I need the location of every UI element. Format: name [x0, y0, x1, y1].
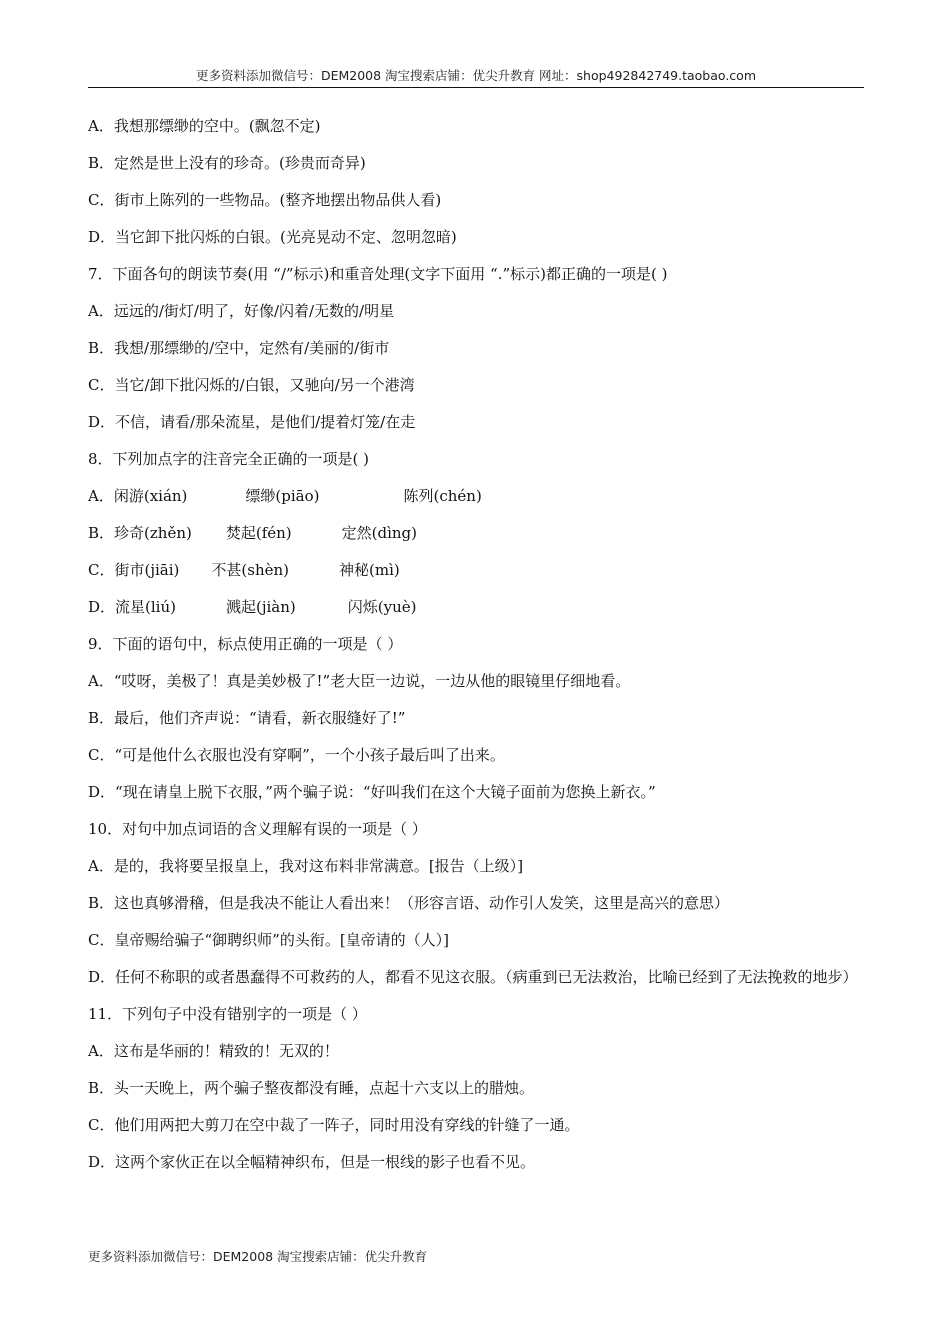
question-8: 8．下列加点字的注音完全正确的一项是( ): [88, 450, 370, 468]
q9-option-c: C．“可是他什么衣服也没有穿啊”，一个小孩子最后叫了出来。: [88, 746, 505, 764]
q7-option-b: B．我想/那缥缈的/空中，定然有/美丽的/街市: [88, 339, 390, 357]
q8-option-d: [88, 589, 858, 626]
q8-option-b: [88, 515, 858, 552]
question-10: 10．对句中加点词语的含义理解有误的一项是（ ）: [88, 820, 427, 838]
q10-option-a: A．是的，我将要呈报皇上，我对这布料非常满意。[报告（上级）]: [88, 857, 524, 875]
q8-item: 流星(liú): [115, 598, 176, 616]
q7-option-c: C．当它/卸下批闪烁的/白银，又驰向/另一个港湾: [88, 376, 415, 394]
q9-option-d: D．“现在请皇上脱下衣服，”两个骗子说：“好叫我们在这个大镜子面前为您换上新衣。”: [88, 783, 656, 801]
q11-option-a: A．这布是华丽的！精致的！无双的！: [88, 1042, 339, 1060]
q8-option-label: B．: [88, 524, 115, 542]
q8-item: 陈列(chén): [403, 487, 482, 505]
q8-item: 街市(jiāi): [114, 561, 180, 579]
header-divider: [88, 87, 864, 88]
document-body: [88, 108, 858, 1181]
q9-option-a: A．“哎呀，美极了！真是美妙极了!”老大臣一边说，一边从他的眼镜里仔细地看。: [88, 672, 631, 690]
q10-option-c: C．皇帝赐给骗子“御聘织师”的头衔。[皇帝请的（人）]: [88, 931, 450, 949]
q8-item: 珍奇(zhěn): [114, 524, 192, 542]
question-7: 7．下面各句的朗读节奏(用 “/”标示)和重音处理(文字下面用 “.”标示)都正确的一项是( ): [88, 265, 668, 283]
q8-option-a: [88, 478, 858, 515]
page-header: 更多资料添加微信号：DEM2008 淘宝搜索店铺：优尖升教育 网址：shop492842749.taobao.com: [195, 68, 757, 83]
q7-option-a: A．远远的/街灯/明了，好像/闪着/无数的/明星: [88, 302, 395, 320]
q8-option-label: D．: [88, 598, 116, 616]
q10-option-b: B．这也真够滑稽，但是我决不能让人看出来！（形容言语、动作引人发笑，这里是高兴的意思）: [88, 894, 730, 912]
q8-item: 闪烁(yuè): [347, 598, 417, 616]
q6-option-a: A．我想那缥缈的空中。(飘忽不定): [88, 117, 321, 135]
q11-option-c: C．他们用两把大剪刀在空中裁了一阵子，同时用没有穿线的针缝了一通。: [88, 1116, 580, 1134]
q11-option-b: B．头一天晚上，两个骗子整夜都没有睡，点起十六支以上的腊烛。: [88, 1079, 535, 1097]
q8-item: 神秘(mì): [339, 561, 400, 579]
q8-item: 不甚(shèn): [211, 561, 289, 579]
q8-option-label: A．: [88, 487, 114, 505]
q7-option-d: D．不信，请看/那朵流星，是他们/提着灯笼/在走: [88, 413, 416, 431]
q6-option-c: C．街市上陈列的一些物品。(整齐地摆出物品供人看): [88, 191, 442, 209]
question-9: 9．下面的语句中，标点使用正确的一项是（ ）: [88, 635, 403, 653]
q9-option-b: B．最后，他们齐声说：“请看，新衣服缝好了!”: [88, 709, 406, 727]
q6-option-d: D．当它卸下批闪烁的白银。(光亮晃动不定、忽明忽暗): [88, 228, 457, 246]
q8-option-c: [88, 552, 858, 589]
q6-option-b: B．定然是世上没有的珍奇。(珍贵而奇异): [88, 154, 366, 172]
q8-item: 缥缈(piāo): [245, 487, 320, 505]
q8-item: 焚起(fén): [225, 524, 292, 542]
q8-option-label: C．: [88, 561, 115, 579]
q11-option-d: D．这两个家伙正在以全幅精神织布，但是一根线的影子也看不见。: [88, 1153, 536, 1171]
q8-item: 定然(dìng): [341, 524, 418, 542]
q10-option-d: D．任何不称职的或者愚蠢得不可救药的人，都看不见这衣服。（病重到已无法救治，比喻已经到了无法挽救的地步）: [88, 968, 858, 986]
q8-item: 溅起(jiàn): [226, 598, 296, 616]
question-11: 11．下列句子中没有错别字的一项是（ ）: [88, 1005, 367, 1023]
q8-item: 闲游(xián): [113, 487, 188, 505]
page-footer: 更多资料添加微信号：DEM2008 淘宝搜索店铺：优尖升教育: [88, 1249, 428, 1264]
